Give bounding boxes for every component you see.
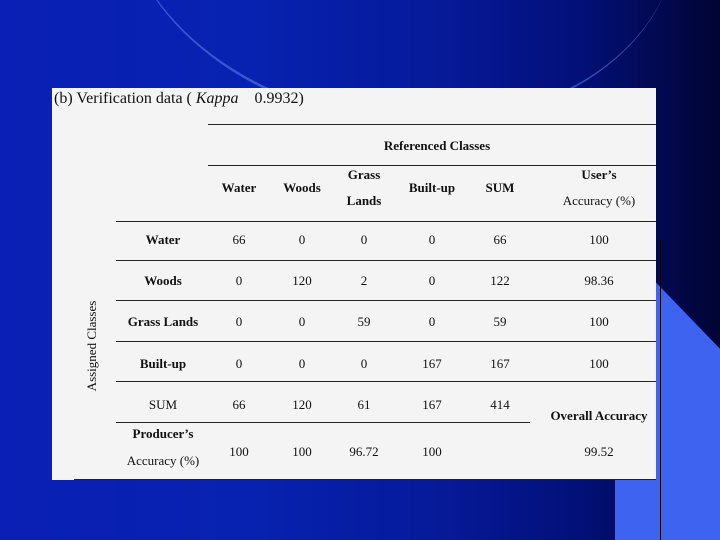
table-cell: 98.36 <box>584 273 614 288</box>
table-cell: 167 <box>422 356 442 371</box>
table-cell: 120 <box>292 397 312 412</box>
table-cell: 100 <box>422 444 442 459</box>
referenced-classes-header: Referenced Classes <box>383 138 491 153</box>
table-cell: 0 <box>298 232 306 247</box>
rule-row-5 <box>116 422 530 423</box>
table-cell: 0 <box>428 232 436 247</box>
decorative-line <box>660 240 661 540</box>
rule-row-3 <box>116 341 656 342</box>
overall-accuracy-label: Overall Accuracy <box>550 408 648 423</box>
col-users-header-line1: User’s <box>581 167 617 182</box>
col-water-header: Water <box>221 180 257 195</box>
rule-group <box>208 165 656 166</box>
col-grass-header-line1: Grass <box>347 167 381 182</box>
rule-row-4 <box>116 381 656 382</box>
rule-row-1 <box>116 260 656 261</box>
table-cell: 59 <box>493 314 507 329</box>
overall-accuracy-value: 99.52 <box>584 444 614 459</box>
assigned-classes-label: Assigned Classes <box>84 300 99 392</box>
table-cell: 100 <box>589 356 609 371</box>
col-users-header-line2: Accuracy (%) <box>562 193 636 208</box>
row-label-builtup: Built-up <box>139 356 187 371</box>
table-cell: 66 <box>232 397 246 412</box>
caption-kappa-value: 0.9932) <box>254 90 304 107</box>
table-cell: 0 <box>428 273 436 288</box>
row-label-woods: Woods <box>144 273 182 288</box>
table-cell: 61 <box>357 397 371 412</box>
table-cell: 66 <box>232 232 246 247</box>
producers-label-line2: Accuracy (%) <box>126 453 200 468</box>
row-label-grass-lands: Grass Lands <box>127 314 199 329</box>
caption-kappa: Kappa <box>195 90 239 107</box>
table-cell: 100 <box>589 314 609 329</box>
table-cell: 59 <box>357 314 371 329</box>
table-cell: 122 <box>490 273 510 288</box>
table-cell: 0 <box>298 314 306 329</box>
table-caption <box>54 90 304 108</box>
table-cell: 0 <box>428 314 436 329</box>
table-cell: 96.72 <box>349 444 379 459</box>
col-woods-header: Woods <box>283 180 321 195</box>
table-cell: 0 <box>360 356 368 371</box>
table-cell: 414 <box>490 397 510 412</box>
table-cell: 100 <box>229 444 249 459</box>
table-cell: 0 <box>298 356 306 371</box>
table-image-panel <box>52 88 656 480</box>
table-cell: 167 <box>490 356 510 371</box>
rule-bottom <box>74 479 656 480</box>
table-cell: 0 <box>235 273 243 288</box>
table-cell: 0 <box>235 356 243 371</box>
col-grass-header-line2: Lands <box>346 193 382 208</box>
producers-label-line1: Producer’s <box>132 426 194 441</box>
table-cell: 100 <box>589 232 609 247</box>
rule-top <box>208 124 656 125</box>
table-cell: 66 <box>493 232 507 247</box>
rule-header <box>116 221 656 222</box>
table-cell: 100 <box>292 444 312 459</box>
caption-prefix: (b) Verification data ( <box>54 90 192 107</box>
table-cell: 0 <box>360 232 368 247</box>
row-label-sum: SUM <box>148 397 178 412</box>
table-cell: 167 <box>422 397 442 412</box>
col-sum-header: SUM <box>485 180 515 195</box>
table-cell: 0 <box>235 314 243 329</box>
row-label-water: Water <box>145 232 181 247</box>
rule-row-2 <box>116 300 656 301</box>
col-builtup-header: Built-up <box>408 180 456 195</box>
table-cell: 120 <box>292 273 312 288</box>
table-cell: 2 <box>360 273 368 288</box>
